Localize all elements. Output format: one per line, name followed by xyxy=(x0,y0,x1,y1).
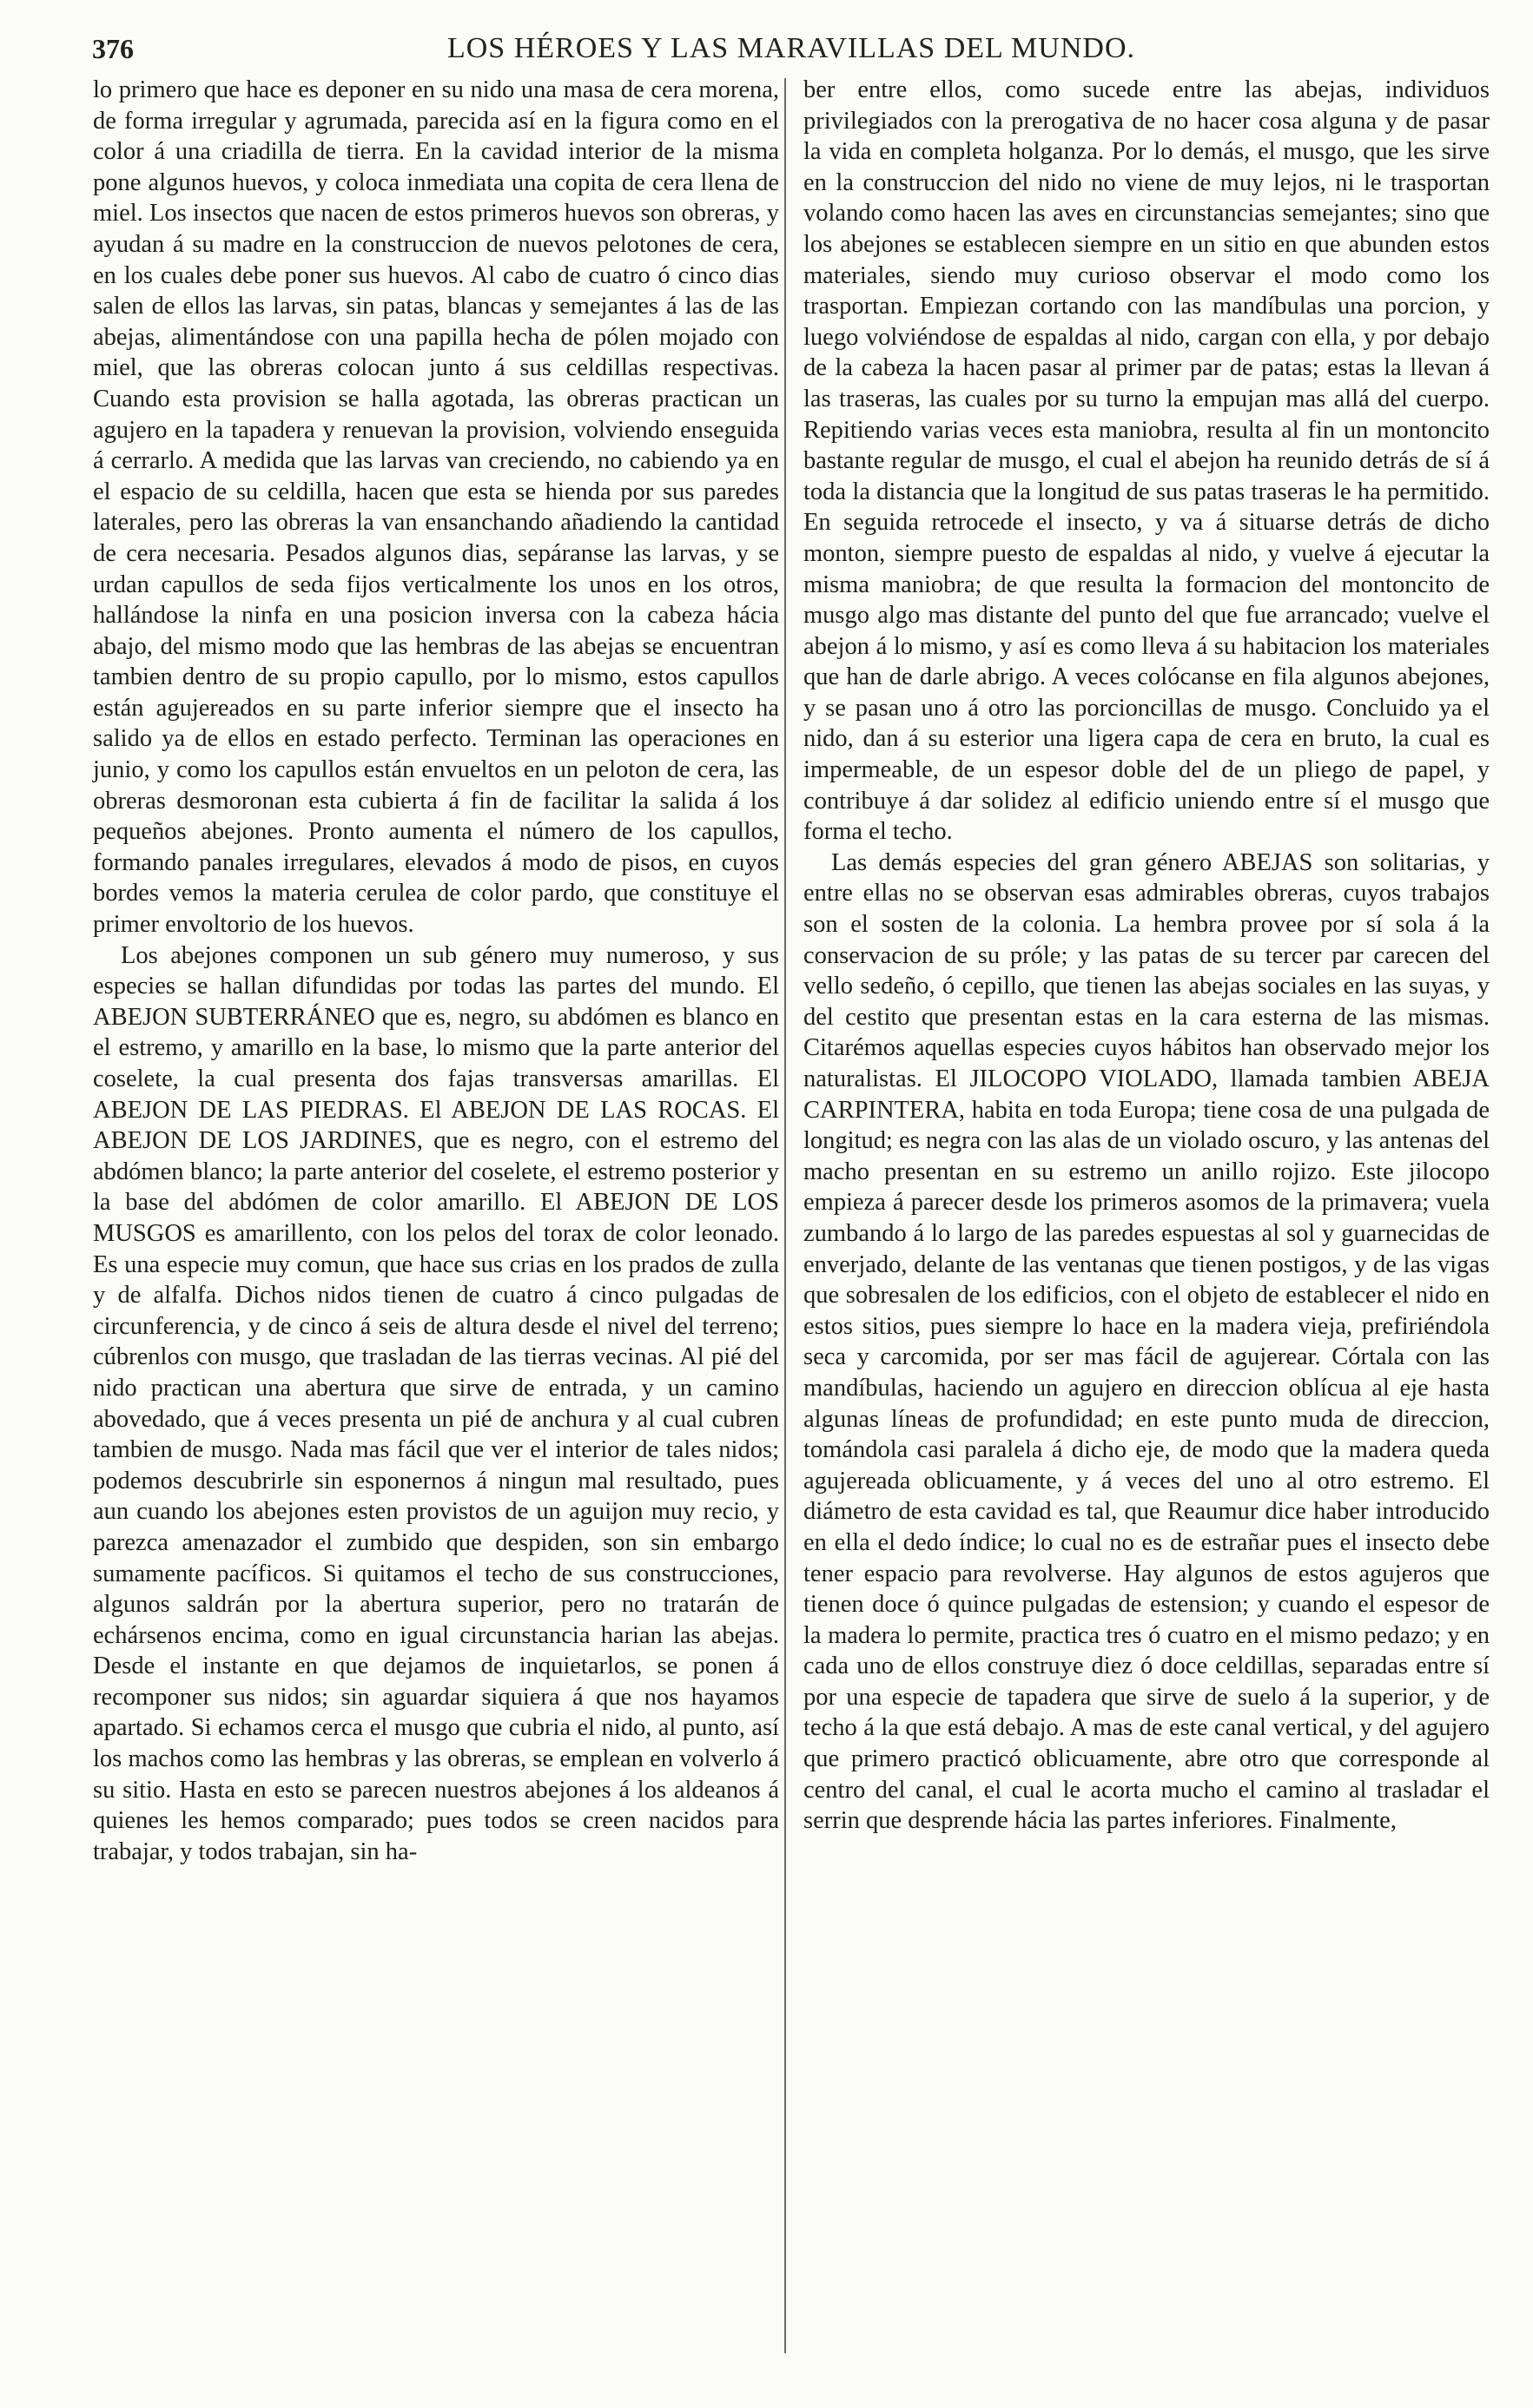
right-column xyxy=(803,75,1490,1837)
page-number: 376 xyxy=(92,33,134,64)
paragraph: Los abejones componen un sub género muy numeroso, y sus especies se hallan difundidas por todas las partes del mundo. El ABEJON SUBTERRÁNEO que es, negro, su abdómen es blanco en el estremo, y amarillo en la base, lo mismo que la parte anterior del coselete, la cual presenta dos fajas transversas amarillas. El ABEJON DE LAS PIEDRAS. El ABEJON DE LAS ROCAS. El ABEJON DE LOS JARDINES, que es negro, con el estremo del abdómen blanco; la parte anterior del coselete, el estremo posterior y la base del abdómen de color amarillo. El ABEJON DE LOS MUSGOS es amarillento, con los pelos del torax de color leonado. Es una especie muy comun, que hace sus crias en los prados de zulla y de alfalfa. Dichos nidos tienen de cuatro á cinco pulgadas de circunferencia, y de cinco á seis de altura desde el nivel del terreno; cúbrenlos con musgo, que trasladan de las tierras vecinas. Al pié del nido practican una abertura que sirve de entrada, y un camino abovedado, que á veces presenta un pié de anchura y al cual cubren tambien de musgo. Nada mas fácil que ver el interior de tales nidos; podemos descubrirle sin esponernos á ningun mal resultado, pues aun cuando los abejones esten provistos de un aguijon muy recio, y parezca amenazador el zumbido que despiden, son sin embargo sumamente pacíficos. Si quitamos el techo de sus construcciones, algunos saldrán por la abertura superior, pero no tratarán de echársenos encima, como en igual circunstancia harian las abejas. Desde el instante en que dejamos de inquietarlos, se ponen á recomponer sus nidos; sin aguardar siquiera á que nos hayamos apartado. Si echamos cerca el musgo que cubria el nido, al punto, así los machos como las hembras y las obreras, se emplean en volverlo á su sitio. Hasta en esto se parecen nuestros abejones á los aldeanos á quienes les hemos comparado; pues todos se creen nacidos para trabajar, y todos trabajan, sin ha- xyxy=(93,941,779,1865)
paragraph: ber entre ellos, como sucede entre las abejas, individuos privilegiados con la prerogativa de no hacer cosa alguna y de pasar la vida en completa holganza. Por lo demás, el musgo, que les sirve en la construccion del nido no viene de muy lejos, ni le trasportan volando como hacen las aves en circunstancias semejantes; sino que los abejones se establecen siempre en un sitio en que abunden estos materiales, siendo muy curioso observar el modo como los trasportan. Empiezan cortando con las mandíbulas una porcion, y luego volviéndose de espaldas al nido, cargan con ella, y por debajo de la cabeza la hacen pasar al primer par de patas; estas la llevan á las traseras, las cuales por su turno la empujan mas allá del cuerpo. Repitiendo varias veces esta maniobra, resulta al fin un montoncito bastante regular de musgo, el cual el abejon ha reunido detrás de sí á toda la distancia que la longitud de sus patas traseras le ha permitido. En seguida retrocede el insecto, y va á situarse detrás de dicho monton, siempre puesto de espaldas al nido, y vuelve á ejecutar la misma maniobra; de que resulta la formacion del montoncito de musgo algo mas distante del punto del que fue arrancado; vuelve el abejon á lo mismo, y así es como lleva á su habitacion los materiales que han de darle abrigo. A veces colócanse en fila algunos abejones, y se pasan uno á otro las porcioncillas de musgo. Concluido ya el nido, dan á su esterior una ligera capa de cera en bruto, la cual es impermeable, de un espesor doble del de un pliego de papel, y contribuye á dar solidez al edificio uniendo entre sí el musgo que forma el techo. xyxy=(803,76,1490,846)
paragraph: lo primero que hace es deponer en su nido una masa de cera morena, de forma irregular y agrumada, parecida así en la figura como en el color á una criadilla de tierra. En la cavidad interior de la misma pone algunos huevos, y coloca inmediata una copita de cera llena de miel. Los insectos que nacen de estos primeros huevos son obreras, y ayudan á su madre en la construccion de nuevos pelotones de cera, en los cuales debe poner sus huevos. Al cabo de cuatro ó cinco dias salen de ellos las larvas, sin patas, blancas y semejantes á las de las abejas, alimentándose con una papilla hecha de pólen mojado con miel, que las obreras colocan junto á sus celdillas respectivas. Cuando esta provision se halla agotada, las obreras practican un agujero en la tapadera y renuevan la provision, volviendo enseguida á cerrarlo. A medida que las larvas van creciendo, no cabiendo ya en el espacio de su celdilla, hacen que esta se hienda por sus paredes laterales, pero las obreras la van ensanchando añadiendo la cantidad de cera necesaria. Pesados algunos dias, sepáranse las larvas, y se urdan capullos de seda fijos verticalmente los unos en los otros, hallándose la ninfa en una posicion inversa con la cabeza hácia abajo, del mismo modo que las hembras de las abejas se encuentran tambien dentro de su propio capullo, por lo mismo, estos capullos están agujereados en su parte inferior siempre que el insecto ha salido ya de ellos en estado perfecto. Terminan las operaciones en junio, y como los capullos están envueltos en un peloton de cera, las obreras desmoronan esta cubierta á fin de facilitar la salida á los pequeños abejones. Pronto aumenta el número de los capullos, formando panales irregulares, elevados á modo de pisos, en cuyos bordes vemos la materia cerulea de color pardo, que constituye el primer envoltorio de los huevos. xyxy=(93,76,779,939)
column-divider xyxy=(784,78,786,2353)
running-title: LOS HÉROES Y LAS MARAVILLAS DEL MUNDO. xyxy=(446,32,1135,64)
page-header xyxy=(92,26,1490,71)
paragraph: Las demás especies del gran género ABEJAS son solitarias, y entre ellas no se observan esas admirables obreras, cuyos trabajos son el sosten de la colonia. La hembra provee por sí sola á la conservacion de su próle; y las patas de su tercer par carecen del vello sedeño, ó cepillo, que tienen las abejas sociales en las suyas, y del cestito que presentan estas en la cara esterna de las mismas. Citarémos aquellas especies cuyos hábitos han observado mejor los naturalistas. El JILOCOPO VIOLADO, llamada tambien ABEJA CARPINTERA, habita en toda Europa; tiene cosa de una pulgada de longitud; es negra con las alas de un violado oscuro, y las antenas del macho presentan en su estremo un anillo rojizo. Este jilocopo empieza á parecer desde los primeros asomos de la primavera; vuela zumbando á lo largo de las paredes espuestas al sol y guarnecidas de enverjado, delante de las ventanas que tienen postigos, y de las vigas que sobresalen de los edificios, con el objeto de establecer el nido en estos sitios, pues siempre lo hace en la madera vieja, prefiriéndola seca y carcomida, por ser mas fácil de agujerear. Córtala con las mandíbulas, haciendo un agujero en direccion oblícua al eje hasta algunas líneas de profundidad; en este punto muda de direccion, tomándola casi paralela á dicho eje, de modo que la madera queda agujereada oblicuamente, y á veces del uno al otro estremo. El diámetro de esta cavidad es tal, que Reaumur dice haber introducido en ella el dedo índice; lo cual no es de estrañar pues el insecto debe tener espacio para revolverse. Hay algunos de estos agujeros que tienen doce ó quince pulgadas de estension; y cuando el espesor de la madera lo permite, practica tres ó cuatro en el mismo pedazo; y en cada uno de ellos construye diez ó doce celdillas, separadas entre sí por una especie de tapadera que sirve de suelo á la superior, y de techo á la que está debajo. A mas de este canal vertical, y del agujero que primero practicó oblicuamente, abre otro que corresponde al centro del canal, el cual le acorta mucho el camino al trasladar el serrin que desprende hácia las partes inferiores. Finalmente, xyxy=(803,848,1490,1835)
left-column xyxy=(93,75,779,1867)
